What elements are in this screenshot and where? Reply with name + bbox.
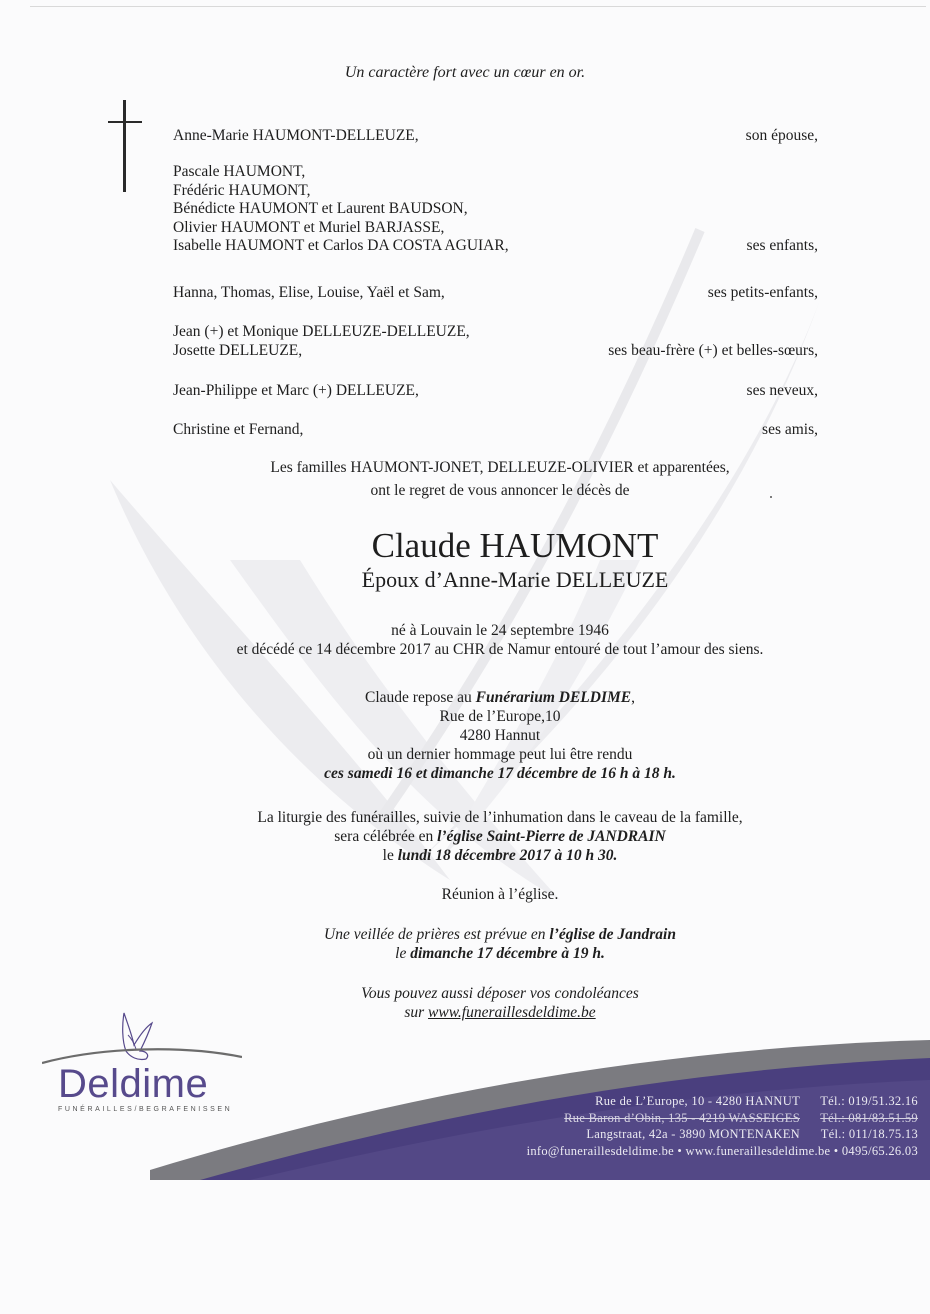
footer-address: Langstraat, 42a - 3890 MONTENAKEN bbox=[586, 1127, 800, 1141]
footer-phone: Tél.: 081/83.51.59 bbox=[820, 1110, 918, 1125]
family-row-nephews bbox=[173, 382, 818, 401]
family-row-children bbox=[173, 163, 818, 256]
footer-contact-block bbox=[470, 1093, 918, 1159]
vigil-place: l’église de Jandrain bbox=[549, 926, 676, 943]
family-names: Jean (+) et Monique DELLEUZE-DELLEUZE, bbox=[173, 323, 470, 340]
death-line: et décédé ce 14 décembre 2017 au CHR de Namur entouré de tout l’amour des siens. bbox=[236, 641, 764, 658]
footer-phone: Tél.: 019/51.32.16 bbox=[820, 1094, 918, 1108]
family-relation: ses enfants, bbox=[746, 237, 818, 254]
family-names: Olivier HAUMONT et Muriel BARJASSE, bbox=[173, 218, 445, 236]
family-names: Hanna, Thomas, Elise, Louise, Yaël et Sam, bbox=[173, 284, 445, 301]
family-names: Jean-Philippe et Marc (+) DELLEUZE, bbox=[173, 382, 419, 399]
family-relation: ses neveux, bbox=[746, 382, 818, 399]
footer-row-hannut bbox=[470, 1093, 918, 1110]
funeral-date: lundi 18 décembre 2017 à 10 h 30. bbox=[397, 847, 618, 864]
family-row-in-laws bbox=[173, 323, 818, 360]
visitation-city: 4280 Hannut bbox=[459, 727, 541, 744]
reunion-line: Réunion à l’église. bbox=[441, 886, 559, 903]
condolences-link[interactable]: www.funeraillesdeldime.be bbox=[428, 1004, 596, 1021]
funeral-prefix: sera célébrée en bbox=[334, 828, 438, 845]
announcement-line-1: Les familles HAUMONT-JONET, DELLEUZE-OLIVIER et apparentées, bbox=[270, 459, 730, 476]
vigil-date-prefix: le bbox=[395, 945, 411, 962]
logo-subtitle: FUNÉRAILLES/BEGRAFENISSEN bbox=[58, 1106, 233, 1113]
family-names: Frédéric HAUMONT, bbox=[173, 181, 311, 199]
family-row-friends bbox=[173, 421, 818, 440]
family-relation: ses amis, bbox=[762, 421, 818, 438]
family-names: Anne-Marie HAUMONT-DELLEUZE, bbox=[173, 127, 419, 144]
family-names: Josette DELLEUZE, bbox=[173, 341, 303, 359]
motto: Un caractère fort avec un cœur en or. bbox=[344, 64, 586, 81]
visitation-street: Rue de l’Europe,10 bbox=[439, 708, 561, 725]
funeral-line-3 bbox=[0, 847, 930, 866]
visitation-suffix: , bbox=[631, 689, 635, 706]
vigil-line-1 bbox=[0, 926, 930, 945]
vigil-date: dimanche 17 décembre à 19 h. bbox=[410, 945, 605, 962]
family-names: Christine et Fernand, bbox=[173, 421, 304, 438]
condolences-line-1: Vous pouvez aussi déposer vos condoléances bbox=[361, 985, 639, 1002]
footer-phone: Tél.: 011/18.75.13 bbox=[820, 1127, 918, 1141]
family-names: Pascale HAUMONT, bbox=[173, 163, 306, 180]
family-names: Isabelle HAUMONT et Carlos DA COSTA AGUIAR, bbox=[173, 237, 509, 254]
footer-row-montenaken bbox=[470, 1126, 918, 1143]
birth-line: né à Louvain le 24 septembre 1946 bbox=[391, 622, 609, 639]
deceased-name: Claude HAUMONT bbox=[371, 526, 659, 565]
scan-speck bbox=[770, 496, 772, 498]
vigil-line-2 bbox=[0, 945, 930, 964]
visitation-line-4: où un dernier hommage peut lui être rendu bbox=[367, 746, 633, 763]
vigil-prefix: Une veillée de prières est prévue en bbox=[324, 926, 550, 943]
footer-address: Rue de L’Europe, 10 - 4280 HANNUT bbox=[595, 1094, 800, 1108]
footer-row-wasseiges bbox=[470, 1110, 918, 1127]
cross-icon bbox=[108, 100, 144, 194]
family-relation: ses petits-enfants, bbox=[707, 284, 818, 301]
funerarium-name: Funérarium DELDIME bbox=[475, 689, 632, 706]
footer-address: Rue Baron d’Obin, 135 - 4219 WASSEIGES bbox=[564, 1110, 800, 1125]
family-row-spouse bbox=[173, 127, 818, 146]
logo-wordmark: Deldime bbox=[58, 1062, 209, 1106]
footer-contact-line bbox=[470, 1143, 918, 1160]
condolences-prefix: sur bbox=[404, 1004, 429, 1021]
family-names: Bénédicte HAUMONT et Laurent BAUDSON, bbox=[173, 200, 468, 217]
family-relation: ses beau-frère (+) et belles-sœurs, bbox=[608, 341, 818, 359]
footer-contact: info@funeraillesdeldime.be • www.funeraillesdeldime.be • 0495/65.26.03 bbox=[526, 1143, 918, 1158]
visitation-hours: ces samedi 16 et dimanche 17 décembre de 16 h à 18 h. bbox=[324, 765, 676, 782]
announcement-line-2: ont le regret de vous annoncer le décès de bbox=[370, 482, 630, 499]
deceased-spouse-line: Époux d’Anne-Marie DELLEUZE bbox=[361, 567, 669, 592]
family-relation: son épouse, bbox=[745, 127, 818, 144]
funeral-date-prefix: le bbox=[382, 847, 398, 864]
funeral-line-2 bbox=[0, 828, 930, 847]
church-name: l’église Saint-Pierre de JANDRAIN bbox=[437, 828, 666, 845]
family-row-grandchildren bbox=[173, 284, 818, 303]
funeral-line-1: La liturgie des funérailles, suivie de l’inhumation dans le caveau de la famille, bbox=[257, 809, 743, 826]
visitation-prefix: Claude repose au bbox=[365, 689, 476, 706]
visitation-line-1 bbox=[0, 689, 930, 708]
